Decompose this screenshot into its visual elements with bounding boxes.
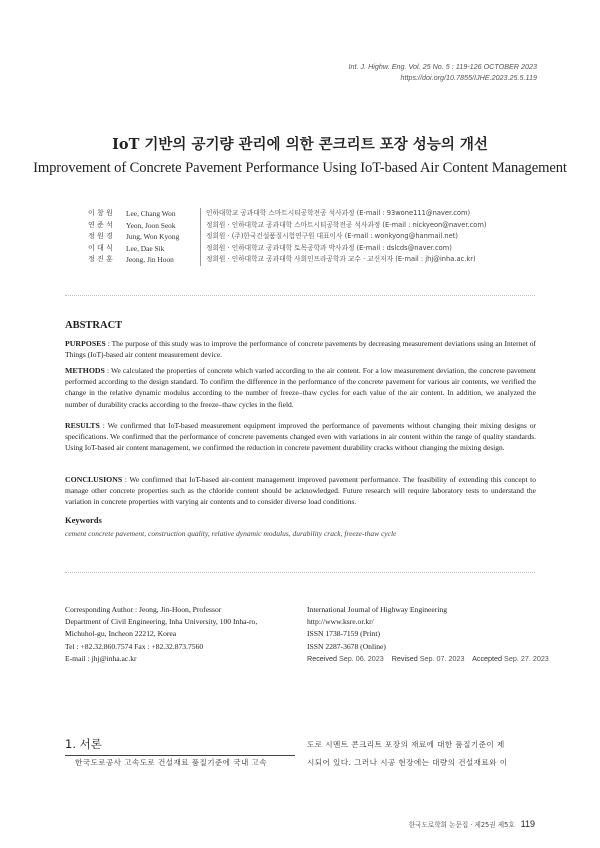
purposes-label: PURPOSES (65, 339, 106, 348)
author-affiliation: 정회원 · 인하대학교 공과대학 스마트시티공학전공 석사과정 (E-mail : nickyeon@naver.com) (206, 220, 487, 229)
body-line: 시되어 있다. 그러나 시공 현장에는 대량의 건설재료와 이 (307, 758, 508, 767)
author-row (88, 254, 487, 266)
author-list (88, 208, 487, 266)
divider (200, 220, 201, 232)
author-name-en: Jung, Won Kyong (126, 232, 180, 242)
body-text-right (307, 736, 507, 772)
issn-online: ISSN 2287-3678 (Online) (307, 641, 386, 651)
conclusions-label: CONCLUSIONS (65, 475, 123, 484)
author-affiliation: 정회원 · 인하대학교 공과대학 토목공학과 박사과정 (E-mail : dslcds@naver.com) (206, 243, 452, 252)
purposes-text: : The purpose of this study was to improve the performance of concrete pavements by decreasing measurement deviations using an Internet of Things (IoT)-based air content measurement device. (65, 339, 536, 360)
author-name-ko: 정 진 훈 (88, 255, 113, 264)
address: Michuhol-gu, Incheon 22212, Korea (65, 629, 177, 639)
email[interactable]: E-mail : jhj@inha.ac.kr (65, 653, 137, 663)
journal-citation (349, 61, 537, 83)
footer-journal: 한국도로학회 논문집 · 제25권 제5호 (408, 821, 515, 829)
department: Department of Civil Engineering, Inha University, 100 Inha-ro, (65, 617, 258, 627)
author-name-en: Lee, Chang Won (126, 209, 176, 218)
divider (200, 254, 201, 266)
author-name-en: Lee, Dae Sik (126, 243, 165, 253)
journal-info-block (307, 604, 555, 665)
author-name-ko: 이 대 식 (88, 243, 113, 252)
keywords-list: cement concrete pavement, construction quality, relative dynamic modulus, durability crack, freeze-thaw cycle (65, 529, 397, 538)
abstract-purposes (65, 338, 536, 360)
author-row (88, 220, 487, 232)
author-affiliation: 인하대학교 공과대학 스마트시티공학전공 석사과정 (E-mail : 93wone111@naver.com) (206, 209, 471, 217)
divider (200, 231, 201, 243)
title-korean: IoT 기반의 공기량 관리에 의한 콘크리트 포장 성능의 개선 (112, 136, 488, 153)
author-row (88, 243, 487, 255)
journal-url[interactable]: http://www.ksre.or.kr/ (307, 617, 374, 627)
author-name-ko: 연 준 석 (88, 220, 113, 229)
corresponding-author-block (65, 604, 257, 665)
keywords-heading: Keywords (65, 515, 102, 525)
author-affiliation: 정회원 · (주)한국건설품질시험연구원 대표이사 (E-mail : wonkyong@hanmail.net) (206, 232, 458, 241)
issn-print: ISSN 1738-7159 (Print) (307, 629, 380, 639)
dotted-divider (65, 572, 535, 573)
divider (200, 208, 201, 220)
revised-date: Sep. 07. 2023 (419, 653, 465, 663)
author-row (88, 231, 487, 243)
methods-text: : We calculated the properties of concrete which varied according to the air content. For a low measurement deviation, the concrete pavement performed according to the design standard. To confirm the difference in the performance of the concrete pavement for various air contents, we verified the change in the relative dynamic modulus according to the number of freeze–thaw cycles for each value of the air content. In addition, we analyzed the number of durability cracks according to the freeze–thaw cycles in the field. (65, 366, 536, 409)
doi-link[interactable]: https://doi.org/10.7855/IJHE.2023.25.5.119 (400, 73, 537, 82)
dotted-divider (65, 295, 535, 296)
title-english: Improvement of Concrete Pavement Performance Using IoT-based Air Content Management (33, 160, 567, 176)
abstract-heading: ABSTRACT (65, 320, 123, 331)
journal-volume-line: Int. J. Highw. Eng. Vol. 25 No. 5 : 119-126 OCTOBER 2023 (348, 62, 537, 71)
divider (200, 243, 201, 255)
page-footer (409, 819, 535, 829)
body-text-left: 한국도로공사 고속도로 건설재료 품질기준에 국내 고속 (75, 758, 267, 767)
dates (307, 653, 555, 665)
abstract-methods (65, 365, 536, 410)
author-name-en: Jeong, Jin Hoon (126, 255, 174, 265)
author-name-ko: 이 창 원 (88, 209, 113, 217)
author-row (88, 208, 487, 220)
page-number: 119 (520, 819, 535, 829)
author-name-en: Yeon, Joon Seok (126, 220, 176, 230)
revised-label: Revised (391, 653, 418, 663)
results-text: : We confirmed that IoT-based measurement equipment improved the performance of pavements without changing their mixing designs or specifications. We confirmed that the performance of concrete pavements changed even with variations in air content within the range of quality standards. Using IoT-based air content management, we confirmed the reduction in concrete pavement durability cracks without changing the mixing design. (65, 421, 536, 453)
methods-label: METHODS (65, 366, 105, 375)
journal-name: International Journal of Highway Engineering (307, 605, 448, 614)
results-label: RESULTS (65, 421, 100, 430)
accepted-date: Sep. 27. 2023 (504, 653, 549, 663)
received-date: Sep. 06. 2023 (338, 653, 384, 663)
author-name-ko: 정 원 경 (88, 232, 113, 241)
conclusions-text: : We confirmed that IoT-based air-content management improved pavement performance. The feasibility of extending this concept to manage other concrete properties such as the chloride content should be acknowledged. Future research will require laboratory tests to understand the variation in concrete properties with varying air contents and to consider diverse load conditions. (65, 475, 536, 507)
abstract-results (65, 420, 536, 454)
body-line: 도로 시멘트 콘크리트 포장의 재료에 대한 품질기준이 제 (307, 740, 505, 749)
accepted-label: Accepted (472, 653, 503, 663)
abstract-conclusions (65, 474, 536, 508)
received-label: Received (307, 653, 337, 663)
phone-fax: Tel : +82.32.860.7574 Fax : +82.32.873.7560 (65, 641, 204, 651)
author-affiliation: 정회원 · 인하대학교 공과대학 사회인프라공학과 교수 · 교신저자 (E-mail : jhj@inha.ac.kr) (206, 255, 476, 264)
corresponding-author: Corresponding Author : Jeong, Jin-Hoon, Professor (65, 605, 222, 614)
section-heading: 1. 서론 (65, 737, 102, 751)
